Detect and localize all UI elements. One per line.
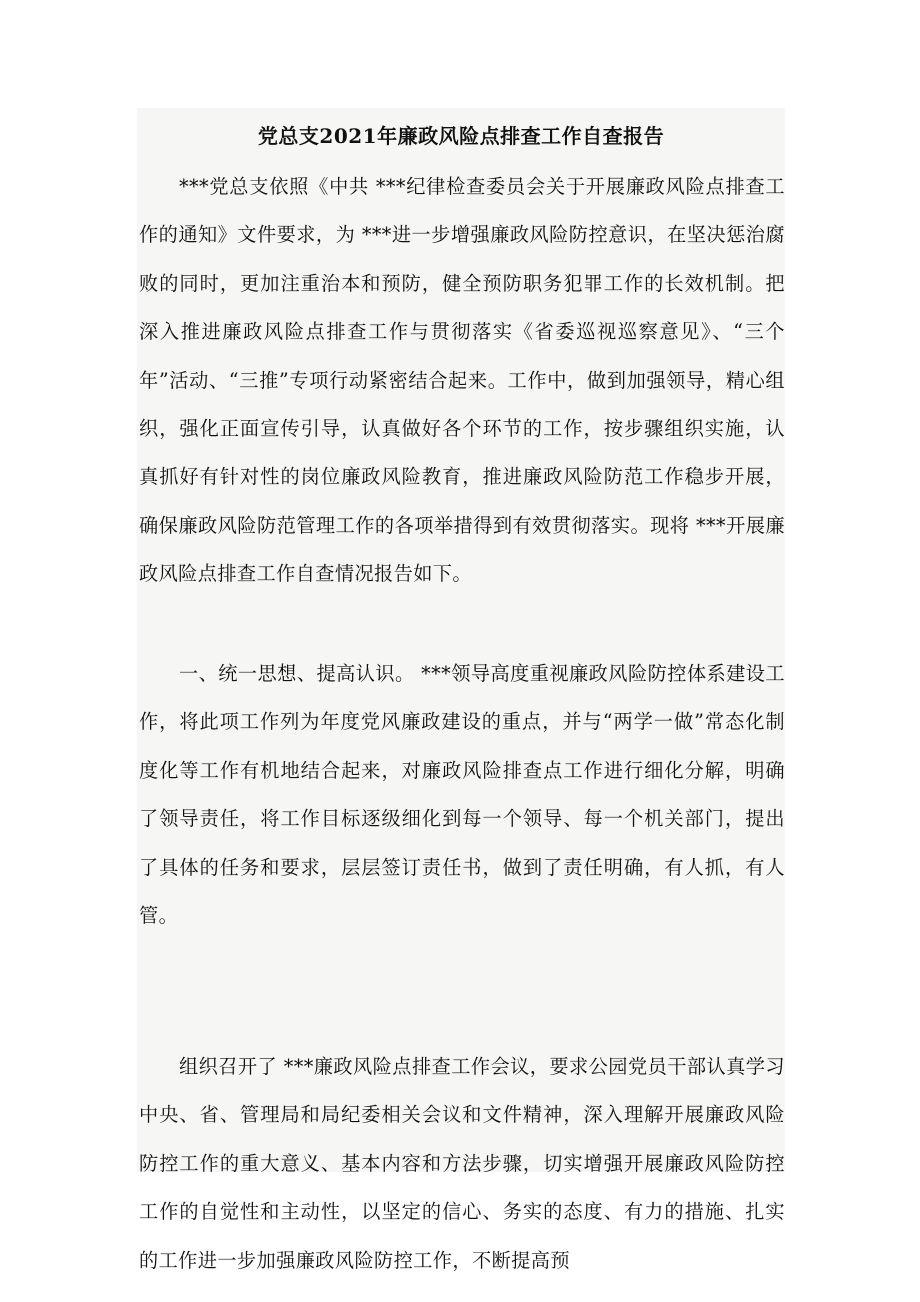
paragraph-intro: ***党总支依照《中共 ***纪律检查委员会关于开展廉政风险点排查工作的通知》文件要求，为 ***进一步增强廉政风险防控意识，在坚决惩治腐败的同时，更加注重治本和预防，健全预防职务犯罪工作的长效机制。把深入推进廉政风险点排查工作与贯彻落实《省委巡视巡察意见》、“三个年”活动、“三推”专项行动紧密结合起来。工作中，做到加强领导，精心组织，强化正面宣传引导，认真做好各个环节的工作，按步骤组织实施，认真抓好有针对性的岗位廉政风险教育，推进廉政风险防范工作稳步开展，确保廉政风险防范管理工作的各项举措得到有效贯彻落实。现将 ***开展廉政风险点排查工作自查情况报告如下。 bbox=[139, 175, 785, 586]
paragraph-meeting: 组织召开了 ***廉政风险点排查工作会议，要求公园党员干部认真学习中央、省、管理局和局纪委相关会议和文件精神，深入理解开展廉政风险防控工作的重大意义、基本内容和方法步骤，切实增强开展廉政风险防控工作的自觉性和主动性，以坚定的信心、务实的态度、有力的措施、扎实的工作进一步加强廉政风险防控工作，不断提高预 bbox=[139, 1055, 785, 1272]
document-page bbox=[137, 108, 785, 1272]
paragraph-section-one: 一、统一思想、提高认识。 ***领导高度重视廉政风险防控体系建设工作，将此项工作列为年度党风廉政建设的重点，并与“两学一做”常态化制度化等工作有机地结合起来，对廉政风险排查点工作进行细化分解，明确了领导责任，将工作目标逐级细化到每一个领导、每一个机关部门，提出了具体的任务和要求，层层签订责任书，做到了责任明确，有人抓，有人管。 bbox=[139, 662, 785, 928]
document-title: 党总支2021年廉政风险点排查工作自查报告 bbox=[257, 124, 665, 148]
